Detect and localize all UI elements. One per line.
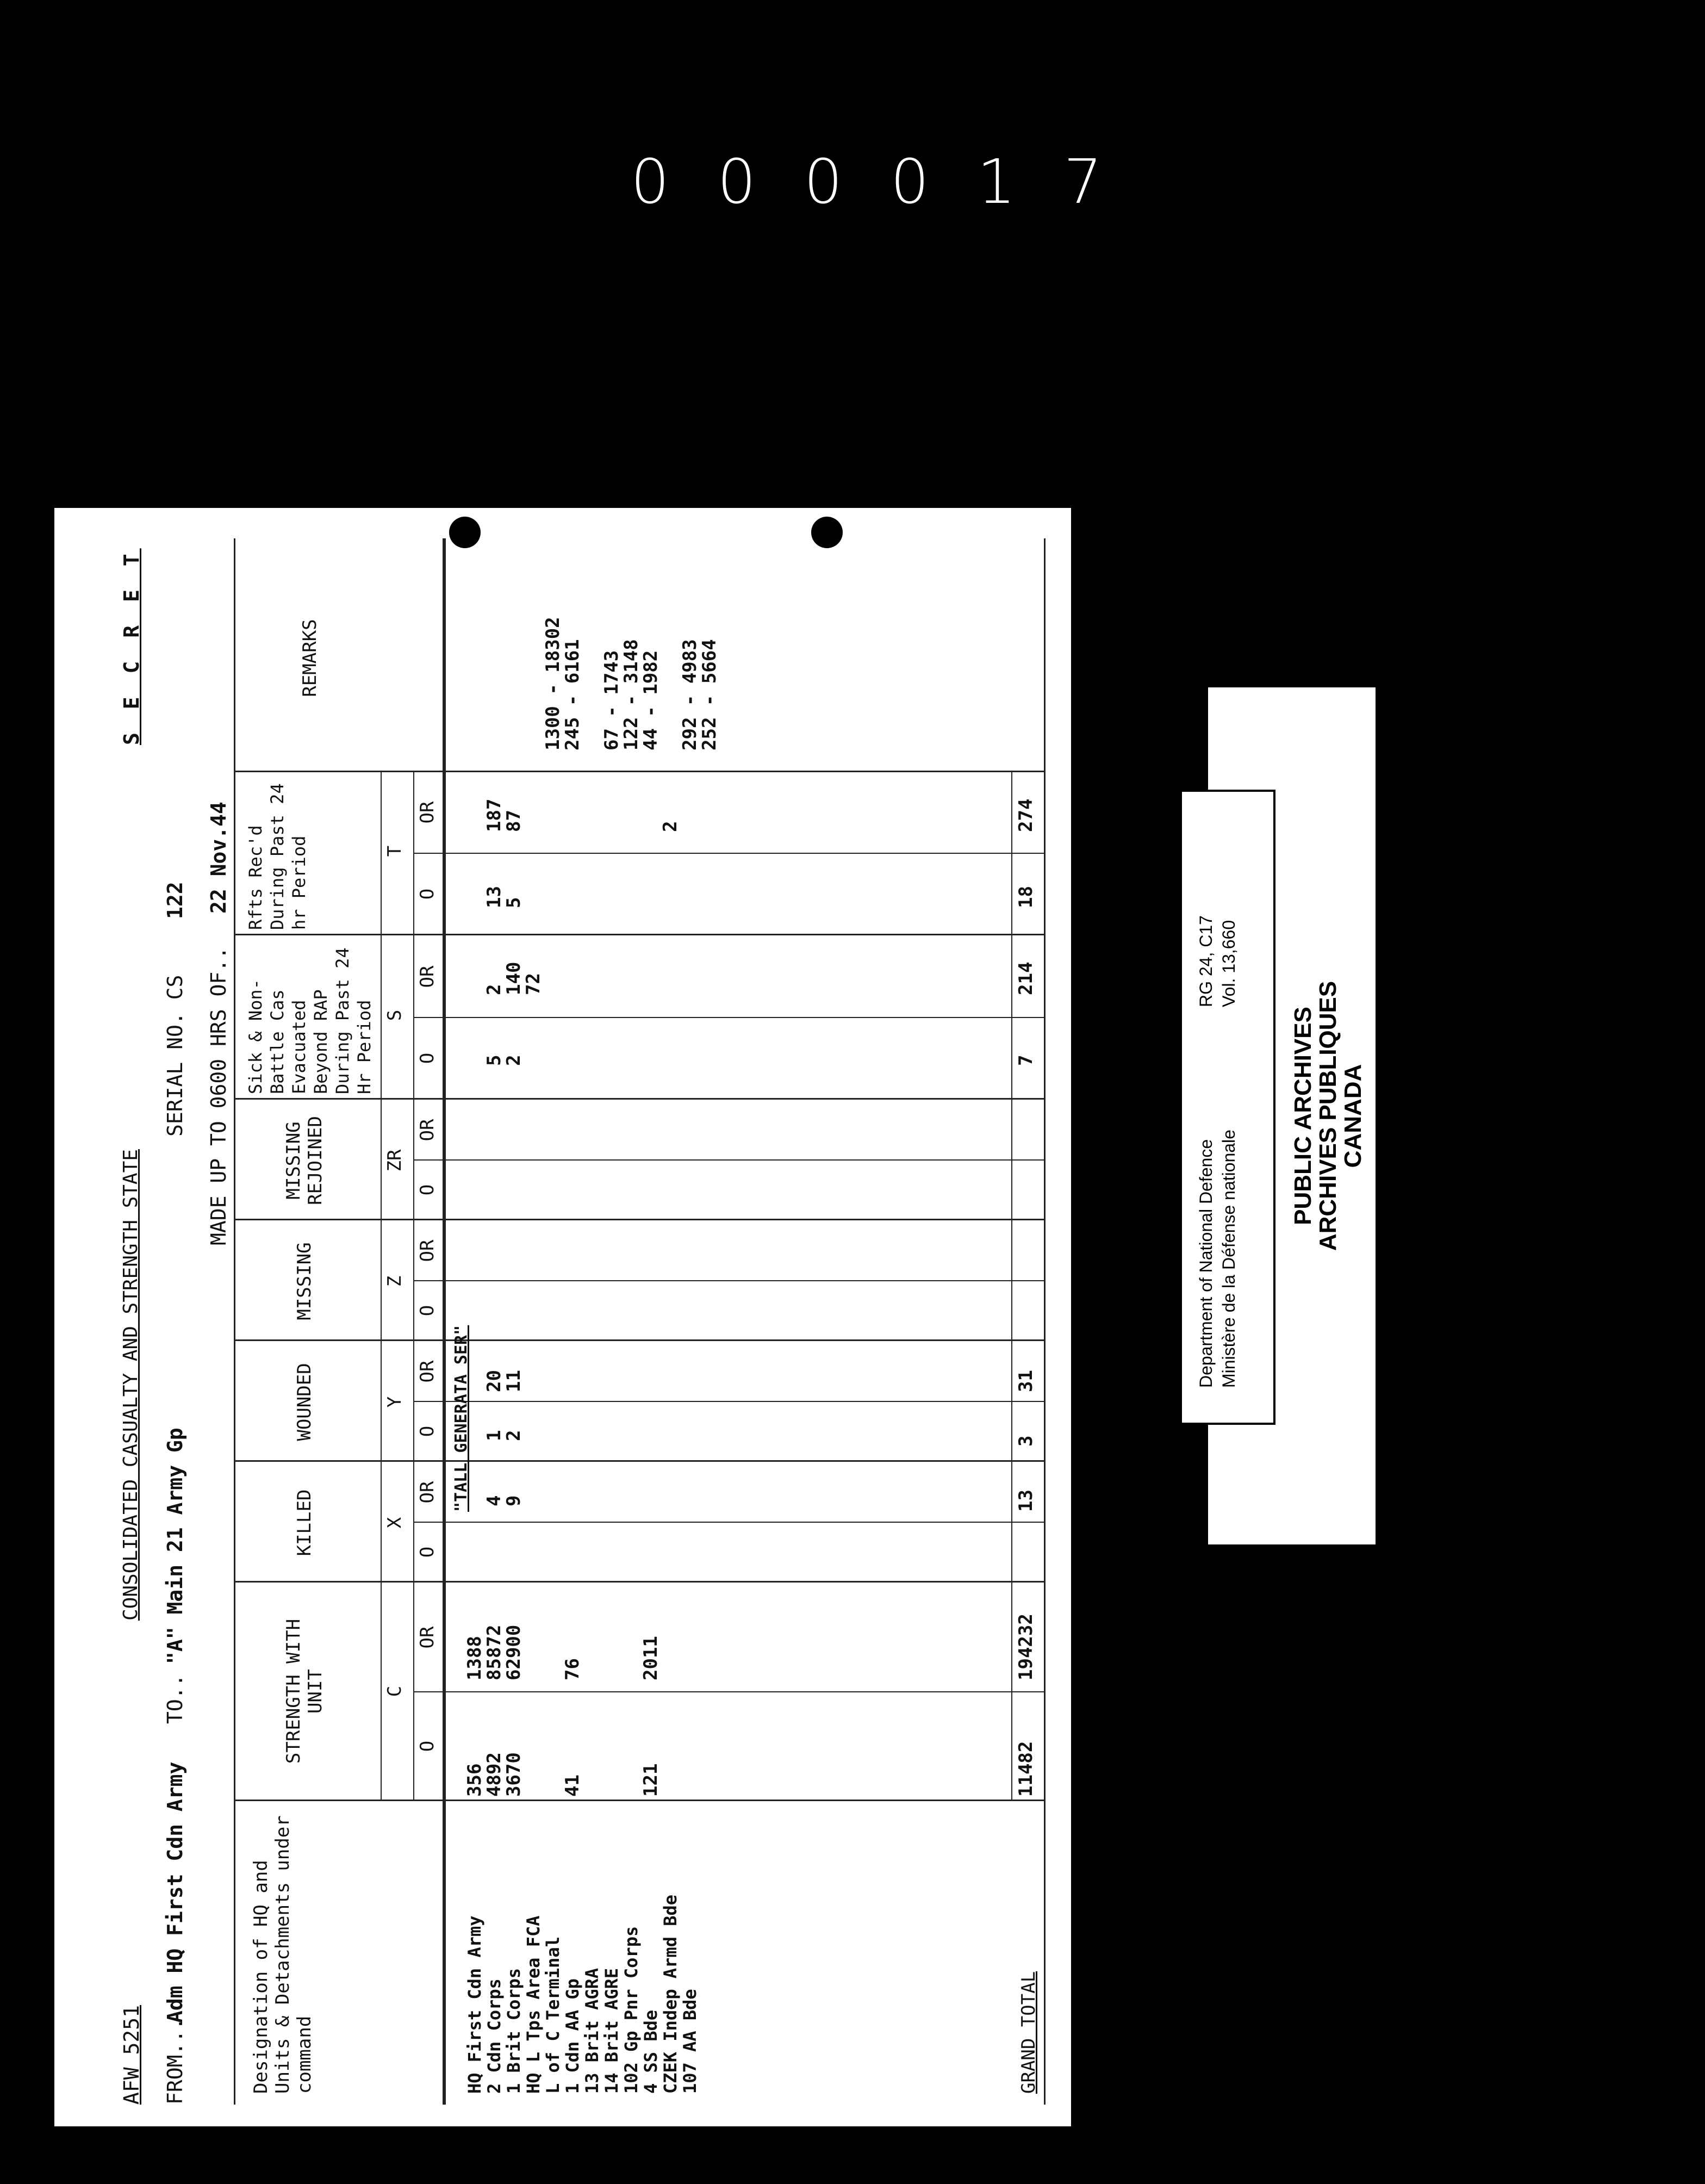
header-killed: KILLED: [294, 1489, 315, 1556]
sub-divider-str: [413, 1691, 1044, 1692]
cell-name: HQ First Cdn Army: [464, 1915, 485, 2094]
sub-divider-kil: [413, 1522, 1044, 1523]
header-strength: STRENGTH WITH UNIT: [283, 1618, 326, 1764]
col-divider-1: [234, 1800, 1044, 1801]
cell-kil-or: 4: [483, 1495, 505, 1506]
sub-o-kil: O: [416, 1546, 438, 1558]
letter-sick: S: [384, 1009, 406, 1021]
sub-o-wnd: O: [416, 1425, 438, 1437]
cell-remarks: 1300 - 18302: [542, 617, 564, 750]
sub-o-mis: O: [416, 1305, 438, 1317]
col-divider-3: [234, 1460, 1044, 1462]
cell-name: 102 Gp Pnr Corps: [621, 1926, 642, 2094]
cell-name: 4 SS Bde: [640, 2009, 661, 2094]
cell-sick-or: 72: [522, 973, 544, 995]
cell-str-or: 76: [562, 1658, 583, 1680]
cell-str-or: 62900: [503, 1624, 525, 1680]
casualty-form: [54, 508, 1071, 2126]
archive-ref-2: Vol. 13,660: [1219, 920, 1239, 1007]
letter-rejoined: ZR: [384, 1149, 406, 1172]
cell-str-o: 4892: [483, 1752, 505, 1797]
header-wounded: WOUNDED: [294, 1363, 315, 1441]
sub-o-str: O: [416, 1740, 438, 1752]
total-sick-o: 7: [1015, 1054, 1037, 1066]
document-sheet: [54, 508, 1071, 2126]
cell-kil-or: 9: [503, 1495, 525, 1506]
serial-label: SERIAL NO. CS: [163, 975, 187, 1137]
table-top-line: [234, 538, 235, 2105]
sub-or-wnd: OR: [416, 1360, 438, 1383]
cell-name: 1 Cdn AA Gp: [562, 1978, 583, 2094]
cell-str-or: 2011: [640, 1636, 662, 1680]
col-divider-5: [234, 1219, 1044, 1220]
sub-or-rej: OR: [416, 1119, 438, 1141]
form-title: CONSOLIDATED CASUALTY AND STRENGTH STATE: [120, 1149, 142, 1621]
archives-fr: ARCHIVES PUBLIQUES: [1315, 981, 1341, 1251]
archive-stamp-label-text: [1180, 790, 1271, 1420]
cell-rft-or: 2: [659, 821, 681, 832]
total-rft-o: 18: [1015, 886, 1037, 908]
header-missing: MISSING: [294, 1242, 315, 1320]
sub-divider-wnd: [413, 1401, 1044, 1402]
cell-wnd-or: 11: [503, 1370, 525, 1392]
archives-en: PUBLIC ARCHIVES: [1290, 1007, 1316, 1225]
cell-name: 13 Brit AGRA: [582, 1968, 602, 2094]
sub-divider-mis: [413, 1280, 1044, 1281]
header-missing-rejoined: MISSING REJOINED: [283, 1116, 326, 1205]
sub-or-kil: OR: [416, 1481, 438, 1504]
cell-rft-o: 5: [503, 897, 525, 908]
serial-value: 122: [163, 882, 187, 919]
sub-o-sick: O: [416, 1052, 438, 1064]
cell-str-o: 3670: [503, 1752, 525, 1797]
cell-name: CZEK Indep Armd Bde: [660, 1894, 681, 2094]
archive-ref-1: RG 24, C17: [1196, 915, 1216, 1007]
cell-wnd-or: 20: [483, 1370, 505, 1392]
total-wnd-or: 31: [1015, 1370, 1037, 1392]
dept-en: Department of National Defence: [1196, 1139, 1216, 1388]
total-sick-or: 214: [1015, 961, 1037, 995]
letter-missing: Z: [384, 1275, 406, 1287]
cell-remarks: 122 - 3148: [620, 639, 642, 750]
overstamp-text: "TALL GENERATA SER": [452, 1325, 471, 1512]
letter-wounded: Y: [384, 1396, 406, 1408]
from-value: Adm HQ First Cdn Army: [163, 1761, 187, 2023]
cell-sick-or: 140: [503, 961, 525, 995]
cell-name: 107 AA Bde: [680, 1989, 700, 2094]
cell-str-or: 85872: [483, 1624, 505, 1680]
total-str-o: 11482: [1015, 1741, 1037, 1797]
cell-remarks: 44 - 1982: [640, 650, 662, 750]
cell-name: L of C Terminal: [543, 1937, 563, 2094]
cell-wnd-o: 1: [483, 1430, 505, 1441]
made-up-label: MADE UP TO 0600 HRS OF..: [207, 946, 231, 1245]
col-divider-8: [234, 771, 1044, 772]
cell-name: 2 Cdn Corps: [484, 1978, 505, 2094]
sub-divider-rej: [413, 1159, 1044, 1161]
col-divider-7: [234, 934, 1044, 935]
to-value: "A" Main 21 Army Gp: [163, 1428, 187, 1664]
cell-remarks: 292 - 4983: [679, 639, 701, 750]
cell-name: 1 Brit Corps: [503, 1968, 524, 2094]
sub-o-rej: O: [416, 1184, 438, 1196]
sub-or-rft: OR: [416, 801, 438, 824]
sub-divider-rft: [413, 853, 1044, 854]
sub-o-rft: O: [416, 888, 438, 900]
sub-or-sick: OR: [416, 965, 438, 988]
letter-rfts: T: [384, 845, 406, 857]
from-label: FROM...: [163, 2017, 187, 2105]
letter-row-line: [381, 772, 382, 1801]
header-designation: Designation of HQ and Units & Detachments under command: [250, 1815, 315, 2094]
sub-or-str: OR: [416, 1626, 438, 1649]
cell-remarks: 252 - 5664: [699, 639, 720, 750]
table-header-divider: [443, 538, 446, 2105]
punch-hole-bottom: [811, 517, 843, 548]
to-label: TO..: [163, 1674, 187, 1724]
table-bottom-line: [1044, 538, 1046, 2105]
total-kil-or: 13: [1015, 1490, 1037, 1512]
cell-str-or: 1388: [464, 1636, 486, 1680]
sub-divider-sick: [413, 1017, 1044, 1018]
cell-name: HQ L Tps Area FCA: [523, 1915, 544, 2094]
col-divider-6: [234, 1098, 1044, 1100]
col-divider-2: [234, 1581, 1044, 1583]
cell-remarks: 245 - 6161: [562, 639, 583, 750]
punch-hole-top: [449, 517, 481, 548]
header-remarks: REMARKS: [299, 619, 321, 697]
col-divider-4: [234, 1339, 1044, 1341]
cell-wnd-o: 2: [503, 1430, 525, 1441]
archives-country: CANADA: [1340, 1064, 1366, 1168]
cell-name: 14 Brit AGRE: [601, 1968, 622, 2094]
letter-strength: C: [384, 1685, 406, 1697]
cell-sick-o: 5: [483, 1054, 505, 1066]
cell-rft-or: 187: [483, 798, 505, 832]
cell-sick-o: 2: [503, 1054, 525, 1066]
cell-str-o: 121: [640, 1763, 662, 1797]
cell-rft-o: 13: [483, 886, 505, 908]
grand-total-label: GRAND TOTAL: [1018, 1971, 1040, 2094]
frame-number: 000017: [631, 147, 1150, 218]
totals-line: [1011, 772, 1012, 1801]
total-wnd-o: 3: [1015, 1435, 1037, 1447]
classification-label: S E C R E T: [120, 548, 144, 745]
sub-or-mis: OR: [416, 1239, 438, 1262]
sub-header-line: [413, 772, 414, 1801]
cell-str-o: 356: [464, 1763, 486, 1797]
cell-remarks: 67 - 1743: [601, 650, 623, 750]
total-str-or: 194232: [1015, 1614, 1037, 1680]
dept-fr: Ministère de la Défense nationale: [1219, 1130, 1239, 1388]
cell-sick-or: 2: [483, 984, 505, 995]
total-rft-or: 274: [1015, 798, 1037, 832]
header-rfts: Rfts Rec'd During Past 24 hr Period: [245, 783, 309, 930]
cell-str-o: 41: [562, 1774, 583, 1797]
cell-rft-or: 87: [503, 810, 525, 832]
made-up-value: 22 Nov.44: [207, 802, 231, 914]
header-sick: Sick & Non-Battle Cas Evacuated Beyond RAP During Past 24 Hr Period: [245, 947, 375, 1094]
letter-killed: X: [384, 1517, 406, 1529]
form-id: AFW 5251: [120, 2005, 144, 2105]
